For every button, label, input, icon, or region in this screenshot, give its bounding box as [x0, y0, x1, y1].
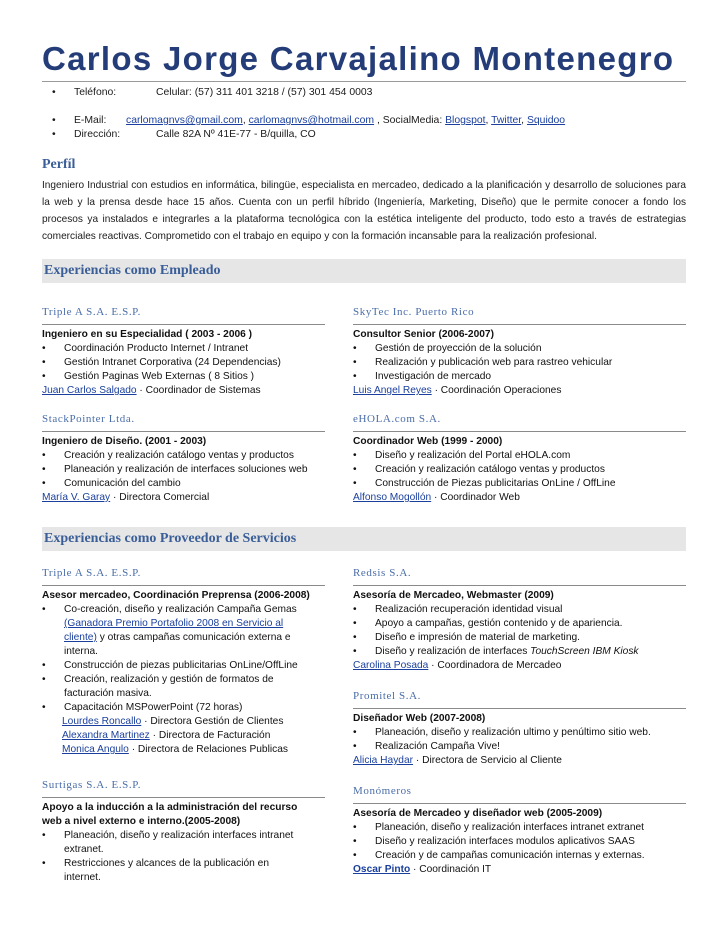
- list-item: • Restricciones y alcances de la publicación en internet.: [42, 858, 269, 883]
- job-role: Asesoría de Mercadeo, Webmaster (2009): [353, 590, 554, 601]
- reference-title: · Directora de Relaciones Publicas: [131, 744, 288, 755]
- email-label: E-Mail:: [74, 115, 107, 126]
- job-block-skytec: [353, 306, 686, 398]
- company-divider: [353, 803, 686, 804]
- company-name: Monómeros: [353, 785, 412, 797]
- email-link-gmail[interactable]: carlomagnvs@gmail.com: [126, 115, 243, 126]
- list-item: • Construcción de Piezas publicitarias OnLine / OffLine: [353, 478, 616, 489]
- list-item: • Apoyo a campañas, gestión contenido y de apariencia.: [353, 618, 623, 629]
- list-item: • Planeación, diseño y realización interfaces intranet extranet.: [42, 830, 294, 855]
- list-item: • Diseño e impresión de material de marketing.: [353, 632, 580, 643]
- list-item: • Planeación, diseño y realización ultimo y penúltimo sitio web.: [353, 727, 651, 738]
- social-link-squidoo[interactable]: Squidoo: [526, 115, 566, 126]
- job-block-triple-a: [42, 306, 325, 398]
- candidate-name: Carlos Jorge Carvajalino Montenegro: [42, 40, 675, 77]
- reference: [42, 491, 325, 505]
- reference-link[interactable]: Alicia Haydar: [353, 755, 414, 766]
- reference: [353, 659, 686, 673]
- reference: [42, 715, 325, 729]
- list-item: • Co-creación, diseño y realización Campaña Gemas (Ganadora Premio Portafolio 2008 en Servicio al cliente) y otras campañas comunicación externa e interna.: [42, 604, 297, 657]
- company-divider: [353, 324, 686, 325]
- reference: [42, 729, 325, 743]
- reference-link[interactable]: Luis Angel Reyes: [353, 385, 432, 396]
- list-item: • Diseño y realización del Portal eHOLA.com: [353, 450, 571, 461]
- list-item: • Construcción de piezas publicitarias OnLine/OffLine: [42, 660, 298, 671]
- reference: [353, 754, 686, 768]
- reference-link[interactable]: Oscar Pinto: [353, 864, 411, 875]
- job-block-surtigas: [42, 779, 325, 885]
- perfil-heading: Perfíl: [42, 157, 76, 172]
- company-name: StackPointer Ltda.: [42, 413, 135, 425]
- company-name: Promitel S.A.: [353, 690, 421, 702]
- section-band-empleado: [42, 259, 686, 283]
- list-item: • Comunicación del cambio: [42, 478, 181, 489]
- company-name: Triple A S.A. E.S.P.: [42, 306, 142, 318]
- address-value: Calle 82A Nº 41E-77 - B/quilla, CO: [156, 129, 316, 140]
- list-item: • Planeación y realización de interfaces soluciones web: [42, 464, 308, 475]
- list-item: • Planeación, diseño y realización interfaces intranet extranet: [353, 822, 644, 833]
- name-divider: [42, 81, 686, 82]
- job-block-redsis: [353, 567, 686, 673]
- reference-link[interactable]: María V. Garay: [42, 492, 111, 503]
- reference-title: · Directora Gestión de Clientes: [144, 716, 284, 727]
- list-item: • Creación y de campañas comunicación internas y externas.: [353, 850, 645, 861]
- company-name: Triple A S.A. E.S.P.: [42, 567, 142, 579]
- list-item: • Investigación de mercado: [353, 371, 492, 382]
- bullet: •: [52, 115, 56, 126]
- job-role: Asesoría de Mercadeo y diseñador web (2005-2009): [353, 808, 603, 819]
- reference: [353, 863, 686, 877]
- perfil-text: Ingeniero Industrial con estudios en informática, bilingüe, especialista en mercadeo, dedicado a la planificación y desarrollo de soluciones para la web y la prensa desde hace 15 años. Cuenta con un perfil híbrido (Ingeniería, Marketing, Diseño) que le permite conocer a fondo los procesos ya instalados e integrarles a la plataforma tecnológica con la estética inteligente del producto, todo esto a través de estrategias comerciales reactivas. Comprometido con el trabajo en equipo y con la formación incansable para la realización profesional.: [42, 180, 686, 242]
- phone-value: Celular: (57) 311 401 3218 / (57) 301 454 0003: [156, 87, 373, 98]
- list-item: • Realización recuperación identidad visual: [353, 604, 563, 615]
- reference-link[interactable]: Alfonso Mogollón: [353, 492, 432, 503]
- address-label: Dirección:: [74, 129, 121, 140]
- list-item: • Realización Campaña Vive!: [353, 741, 500, 752]
- list-item: • Diseño y realización de interfaces TouchScreen IBM Kiosk: [353, 646, 639, 657]
- reference-title: · Coordinación IT: [410, 864, 492, 875]
- reference-title: · Directora de Facturación: [152, 730, 271, 741]
- section-heading: Experiencias como Proveedor de Servicios: [44, 531, 297, 546]
- company-name: Redsis S.A.: [353, 567, 412, 579]
- reference-title: · Coordinadora de Mercadeo: [431, 660, 562, 671]
- reference-link[interactable]: Lourdes Roncallo: [62, 716, 142, 727]
- social-link-blogspot[interactable]: Blogspot: [445, 115, 486, 126]
- job-role: Apoyo a la inducción a la administración del recurso web a nivel externo e interno.(2005-2008): [42, 802, 298, 827]
- award-link[interactable]: (Ganadora Premio Portafolio 2008 en Servicio al cliente): [64, 618, 284, 643]
- job-role: Ingeniero de Diseño. (2001 - 2003): [42, 436, 207, 447]
- list-item: • Capacitación MSPowerPoint (72 horas): [42, 702, 243, 713]
- company-divider: [42, 797, 325, 798]
- social-link-twitter[interactable]: Twitter: [491, 115, 522, 126]
- reference-title: · Directora Comercial: [112, 492, 210, 503]
- social-label: , SocialMedia:: [376, 115, 443, 126]
- company-divider: [42, 431, 325, 432]
- list-item: • Gestión Paginas Web Externas ( 8 Sitios ): [42, 371, 255, 382]
- list-item: • Coordinación Producto Internet / Intranet: [42, 343, 249, 354]
- job-role: Coordinador Web (1999 - 2000): [353, 436, 503, 447]
- reference: [353, 491, 686, 505]
- job-role: Diseñador Web (2007-2008): [353, 713, 486, 724]
- list-item: • Creación, realización y gestión de formatos de facturación masiva.: [42, 674, 274, 699]
- phone-label: Teléfono:: [74, 87, 117, 98]
- company-name: eHOLA.com S.A.: [353, 413, 441, 425]
- email-separator: ,: [242, 115, 246, 126]
- list-item: • Realización y publicación web para rastreo vehicular: [353, 357, 613, 368]
- company-divider: [353, 431, 686, 432]
- bullet: •: [52, 87, 56, 98]
- list-item: • Gestión Intranet Corporativa (24 Dependencias): [42, 357, 281, 368]
- job-block-triple-a-services: [42, 567, 325, 757]
- list-item: • Creación y realización catálogo ventas y productos: [353, 464, 605, 475]
- job-role: Ingeniero en su Especialidad ( 2003 - 2006 ): [42, 329, 253, 340]
- reference-link[interactable]: Carolina Posada: [353, 660, 429, 671]
- reference-title: · Coordinación Operaciones: [434, 385, 562, 396]
- list-item: • Diseño y realización interfaces modulos aplicativos SAAS: [353, 836, 635, 847]
- job-role: Asesor mercadeo, Coordinación Preprensa (2006-2008): [42, 590, 310, 601]
- section-heading: Experiencias como Empleado: [44, 263, 221, 278]
- resume-page: Carlos Jorge Carvajalino Montenegro • Teléfono: Celular: (57) 311 401 3218 / (57) 301 454 0003 • E-Mail: carlomagnvs@gmail.com, carlomagnvs@hotmail.com , SocialMedia: Blogspot, Twitter, Squidoo • Dirección: Calle 82A Nº 41E-77 - B/quilla, CO Perfíl Ingeniero Industrial con estudios en informática, bilingüe, especialista en mercadeo, dedicado a la planificación y desarrollo de soluciones para la web y la prensa desde hace 15 años. Cuenta con un perfil híbrido (Ingeniería, Marketing, Diseño) que le permite conocer a fondo los procesos ya instalados e integrarles a la plataforma tecnológica con la estética inteligente del producto, todo esto a través de estrategias comerciales reactivas. Comprometido con el trabajo en equipo y con la formación incansable para la realización profesional. Experiencias como Empleado Triple A S.A. E.S.P. Ingeniero en su Especialidad ( 2003 - 2006 ) • Coordinación Producto Internet / Intranet • Gestión Intranet Corporativa (24 Dependencias) • Gestión Paginas Web Externas ( 8 Sitios ) Juan Carlos Salgado · Coordinador de Sistemas SkyTec Inc. Puerto Rico Consultor Senior (2006-2007) • Gestión de proyección de la solución • Realización y publicación web para rastreo vehicular • Investigación de mercado Luis Angel Reyes · Coordinación Operaciones StackPointer Ltda. Ingeniero de Diseño. (2001 - 2003) • Creación y realización catálogo ventas y productos • Planeación y realización de interfaces soluciones web • Comunicación del cambio María V. Garay · Directora Comercial eHOLA.com S.A. Coordinador Web (1999 - 2000) • Diseño y realización del Portal eHOLA.com • Creación y realización catálogo ventas y productos • Construcción de Piezas publicitarias OnLine / OffLine Alfonso Mogollón · Coordinador Web Experiencias como Proveedor de Servicios Triple A S.A. E.S.P. Asesor mercadeo, Coordinación Preprensa (2006-2008) • Co-creación, diseño y realización Campaña Gemas (Ganadora Premio Portafolio 2008 en Servicio al cliente) y otras campañas comunicación externa e interna. • Construcción de piezas publicitarias OnLine/OffLine • Creación, realización y gestión de formatos de facturación masiva. • Capacitación MSPowerPoint (72 horas) Lourdes Roncallo · Directora Gestión de Clientes Alexandra Martinez · Directora de Facturación Monica Angulo · Directora de Relaciones Publicas Surtigas S.A. E.S.P. Apoyo a la inducción a la administración del recurso web a nivel externo e interno.(2005-2008) • Planeación, diseño y realización interfaces intranet extranet. • Restricciones y alcances de la publicación en internet. Redsis S.A. Asesoría de Mercadeo, Webmaster (2009) • Realización recuperación identidad visual • Apoyo a campañas, gestión contenido y de apariencia. • Diseño e impresión de material de marketing. • Diseño y realización de interfaces TouchScreen IBM Kiosk Carolina Posada · Coordinadora de Mercadeo Promitel S.A. Diseñador Web (2007-2008) • Planeación, diseño y realización ultimo y penúltimo sitio web. • Realización Campaña Vive! Alicia Haydar · Directora de Servicio al Cliente Monómeros Asesoría de Mercadeo y diseñador web (2005-2009) • Planeación, diseño y realización interfaces intranet extranet • Diseño y realización interfaces modulos aplicativos SAAS • Creación y de campañas comunicación internas y externas. Oscar Pinto · Coordinación IT: [0, 0, 728, 942]
- company-divider: [353, 585, 686, 586]
- section-band-proveedor: [42, 527, 686, 551]
- company-divider: [42, 324, 325, 325]
- job-block-monomeros: [353, 785, 686, 877]
- reference-title: · Coordinador Web: [434, 492, 520, 503]
- list-item: • Creación y realización catálogo ventas y productos: [42, 450, 294, 461]
- company-divider: [353, 708, 686, 709]
- company-name: Surtigas S.A. E.S.P.: [42, 779, 142, 791]
- reference-title: · Directora de Servicio al Cliente: [415, 755, 562, 766]
- reference-link[interactable]: Monica Angulo: [62, 744, 129, 755]
- job-block-promitel: [353, 690, 686, 768]
- reference: [353, 384, 686, 398]
- job-role: Consultor Senior (2006-2007): [353, 329, 494, 340]
- reference-link[interactable]: Alexandra Martinez: [62, 730, 150, 741]
- reference-link[interactable]: Juan Carlos Salgado: [42, 385, 137, 396]
- email-link-hotmail[interactable]: carlomagnvs@hotmail.com: [248, 115, 375, 126]
- company-name: SkyTec Inc. Puerto Rico: [353, 306, 475, 318]
- reference: [42, 384, 325, 398]
- bullet: •: [52, 129, 56, 140]
- reference-title: · Coordinador de Sistemas: [139, 385, 261, 396]
- company-divider: [42, 585, 325, 586]
- list-item: • Gestión de proyección de la solución: [353, 343, 542, 354]
- job-block-stackpointer: [42, 413, 325, 505]
- job-block-ehola: [353, 413, 686, 505]
- reference: [42, 743, 325, 757]
